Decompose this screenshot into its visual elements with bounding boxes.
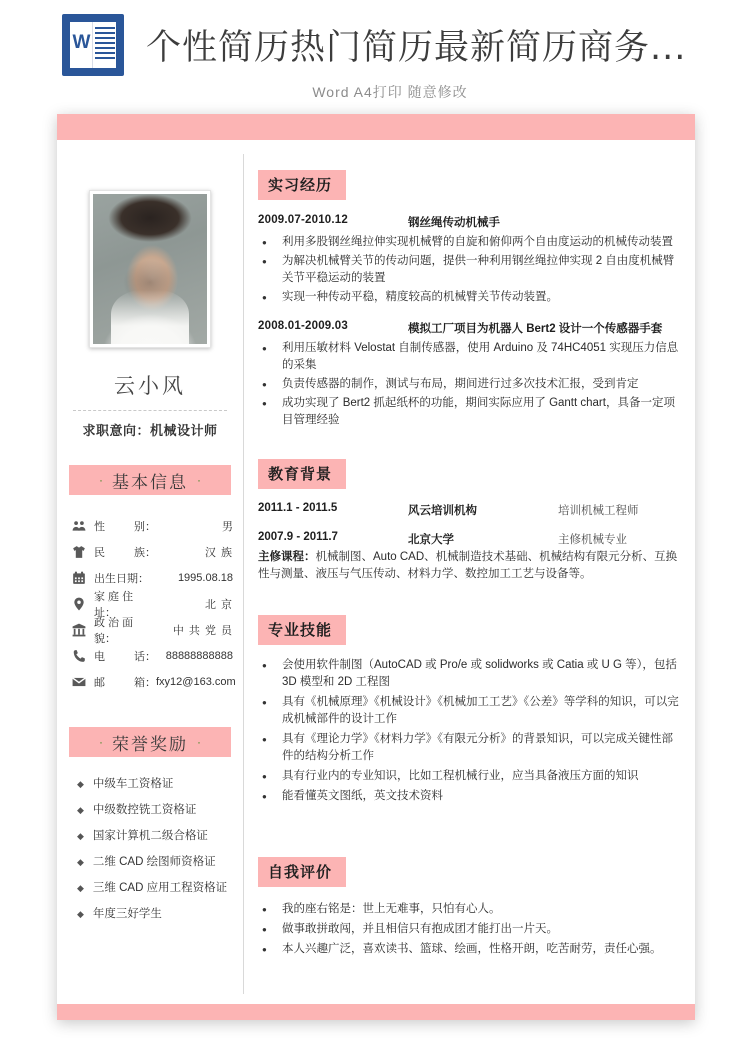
page-bottom-accent-bar [57,1004,695,1020]
job-objective: 求职意向：机械设计师 [82,423,218,438]
list-item [77,855,235,870]
list-item: ● 负责传感器的制作，测试与布局，期间进行过多次技术汇报，受到肯定 [258,376,681,393]
resume-page [57,114,695,1020]
info-value-birthdate: 1995.08.18 [177,572,233,584]
info-value-email: fxy12@163.com [156,676,236,688]
tshirt-icon [69,545,89,559]
internship-date: 2009.07-2010.12 [258,214,348,226]
list-item [77,829,235,844]
education-entry [258,531,681,547]
award-text: 中级数控铣工资格证 [92,804,197,816]
section-header-basic-info-label: 基本信息 [112,472,188,493]
decor-dot-right: · [197,473,201,487]
education-courses-text: 机械制图、Auto CAD、机械制造技术基础、机械结构有限元分析、互换性与测量、液压与气压传动、材料力学、数控加工工艺与设备等。 [258,551,678,580]
list-item: ● 会使用软件制图（AutoCAD 或 Pro/e 或 solidworks 或 Catia 或 U G 等），包括 3D 模型和 2D 工程图 [258,657,681,691]
list-item [77,777,235,792]
section-education [258,429,681,583]
word-document-icon: W [62,14,124,76]
section-header-awards-label: 荣誉奖励 [112,734,188,755]
self-evaluation-list [258,901,681,958]
info-row-gender [69,513,233,539]
list-item [77,881,235,896]
info-label-political-status: 政 治 面 貌： [94,617,134,645]
banner-subtitle: Word A4打印 随意修改 [312,84,468,100]
awards-list [57,777,243,922]
education-school: 北京大学 [408,534,454,546]
skills-list [258,657,681,805]
info-value-address: 北 京 [204,599,233,611]
diamond-bullet-icon: ◆ [77,857,84,867]
award-text: 二维 CAD 绘图师资格证 [92,856,216,868]
top-banner [0,0,750,110]
award-text: 年度三好学生 [92,908,162,920]
list-item: ● 本人兴趣广泛，喜欢读书、篮球、绘画，性格开朗，吃苦耐劳，责任心强。 [258,941,681,958]
section-self-evaluation [258,805,681,958]
section-internship [258,140,681,429]
education-courses [258,549,681,583]
list-item: ● 成功实现了 Bert2 抓起纸杯的功能，期间实际应用了 Gantt chart，具备一定项目管理经验 [258,395,681,429]
education-school: 风云培训机构 [408,505,477,517]
info-value-gender: 男 [222,521,233,533]
internship-entry-header [258,214,681,230]
education-major: 主修机械专业 [558,534,627,546]
name-divider [73,410,227,411]
info-label-gender: 性 别： [94,521,156,533]
list-item [77,803,235,818]
list-item: ● 具有《机械原理》《机械设计》《机械加工工艺》《公差》等学科的知识，可以完成机械部件的设计工作 [258,694,681,728]
education-date: 2011.1 - 2011.5 [258,502,338,514]
page-top-accent-bar [57,114,695,140]
education-entry [258,502,681,518]
info-label-phone: 电 话： [94,651,156,663]
section-skills [258,583,681,805]
info-value-political-status: 中 共 党 员 [172,625,233,637]
section-header-education: 教育背景 [258,459,346,489]
diamond-bullet-icon: ◆ [77,883,84,893]
building-icon [69,623,89,637]
list-item: ● 具有《理论力学》《材料力学》《有限元分析》的背景知识，可以完成关键性部件的结构分析工作 [258,731,681,765]
education-courses-label: 主修课程： [258,551,316,563]
education-major: 培训机械工程师 [558,505,639,517]
list-item: ● 为解决机械臂关节的传动问题，提供一种利用钢丝绳拉伸实现 2 自由度机械臂关节平稳运动的装置 [258,253,681,287]
info-label-email: 邮 箱： [94,677,156,689]
envelope-icon [69,675,89,689]
info-row-phone [69,643,233,669]
internship-title: 钢丝绳传动机械手 [408,217,500,229]
people-icon [69,519,89,533]
section-header-skills: 专业技能 [258,615,346,645]
sidebar [57,140,243,1004]
list-item: ● 实现一种传动平稳，精度较高的机械臂关节传动装置。 [258,289,681,306]
info-row-ethnicity [69,539,233,565]
internship-date: 2008.01-2009.03 [258,320,348,332]
list-item: ● 我的座右铭是：世上无难事，只怕有心人。 [258,901,681,918]
internship-entry-header [258,320,681,336]
section-header-basic-info [69,465,231,495]
list-item: ● 能看懂英文图纸，英文技术资料 [258,788,681,805]
internship-points [258,234,681,306]
list-item: ● 具有行业内的专业知识，比如工程机械行业，应当具备液压方面的知识 [258,768,681,785]
section-header-awards [69,727,231,757]
info-label-address: 家 庭 住 址： [94,591,134,619]
phone-icon [69,649,89,663]
award-text: 中级车工资格证 [92,778,174,790]
diamond-bullet-icon: ◆ [77,779,84,789]
list-item [77,907,235,922]
internship-title: 模拟工厂项目为机器人 Bert2 设计一个传感器手套 [408,323,663,335]
info-label-birthdate: 出生日期： [94,573,149,585]
info-value-phone: 88888888888 [165,650,233,662]
location-pin-icon [69,597,89,611]
decor-dot-left: · [99,473,103,487]
list-item: ● 做事敢拼敢闯，并且相信只有抱成团才能打出一片天。 [258,921,681,938]
basic-info-list [57,513,243,695]
list-item: ● 利用压敏材料 Velostat 自制传感器，使用 Arduino 及 74HC4051 实现压力信息的采集 [258,340,681,374]
info-row-email [69,669,236,695]
award-text: 三维 CAD 应用工程资格证 [92,882,228,894]
section-header-internship: 实习经历 [258,170,346,200]
main-content [244,140,695,1004]
info-label-ethnicity: 民 族： [94,547,156,559]
banner-title: 个性简历热门简历最新简历商务... [146,28,687,68]
info-row-political-status [69,617,233,643]
diamond-bullet-icon: ◆ [77,831,84,841]
award-text: 国家计算机二级合格证 [92,830,208,842]
internship-points [258,340,681,429]
list-item: ● 利用多股钢丝绳拉伸实现机械臂的自旋和俯仰两个自由度运动的机械传动装置 [258,234,681,251]
info-value-ethnicity: 汉 族 [204,547,233,559]
decor-dot-left: · [99,735,103,749]
diamond-bullet-icon: ◆ [77,805,84,815]
avatar [89,190,211,348]
decor-dot-right: · [197,735,201,749]
section-header-self-evaluation: 自我评价 [258,857,346,887]
diamond-bullet-icon: ◆ [77,909,84,919]
education-date: 2007.9 - 2011.7 [258,531,338,543]
calendar-icon [69,571,89,585]
candidate-name: 云小风 [114,374,186,398]
